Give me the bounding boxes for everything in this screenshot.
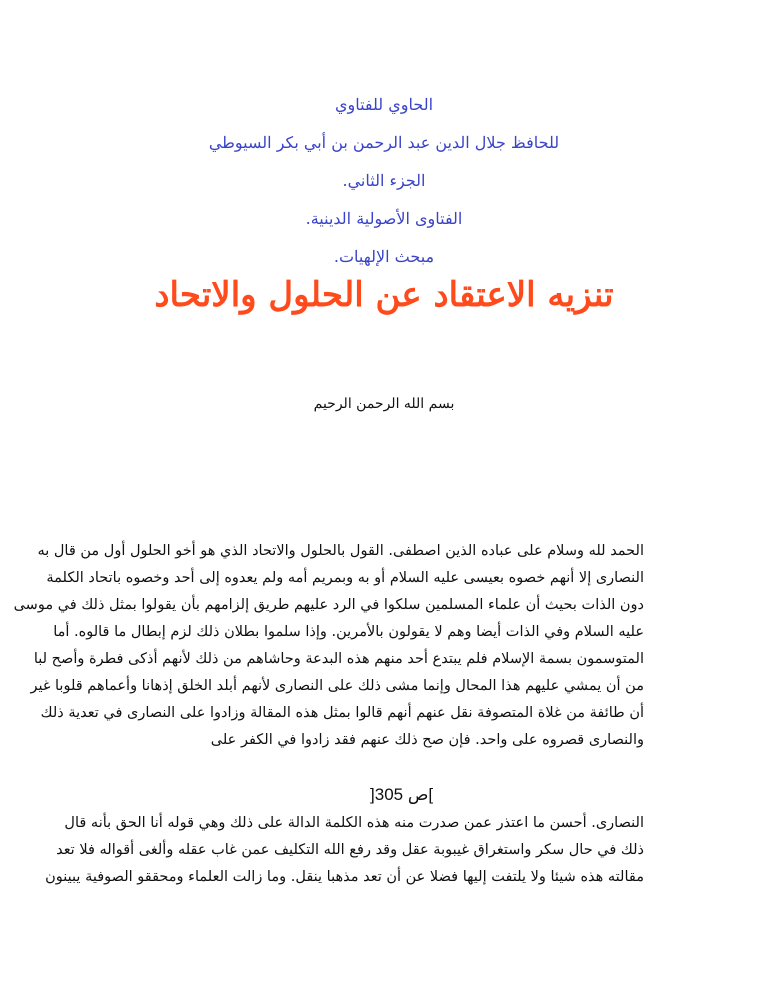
basmala: بسم الله الرحمن الرحيم — [313, 396, 455, 412]
paragraph-2 — [45, 810, 644, 891]
volume-line: الجزء الثاني. — [342, 171, 426, 190]
text-line: ذلك في حال سكر واستغراق غيبوبة عقل وقد رفع الله التكليف عمن غاب عقله وألغى أقواله فلا تعد — [56, 842, 644, 858]
chapter-line: مبحث الإلهيات. — [333, 247, 435, 266]
page-number-marker: ]ص 305[ — [370, 785, 434, 804]
text-line: الحمد لله وسلام على عباده الذين اصطفى. القول بالحلول والاتحاد الذي هو أخو الحلول أول من قال به — [37, 543, 644, 559]
text-line: النصارى. أحسن ما اعتذر عمن صدرت منه هذه الكلمة الدالة على ذلك وهي قوله أنا الحق بأنه قال — [64, 815, 644, 831]
text-line: عليه السلام وفي الذات أيضا وهم لا يقولون بالأمرين. وإذا سلموا بطلان ذلك لزم إبطال ما قالوه. أما — [53, 624, 644, 640]
paragraph-1 — [13, 538, 644, 754]
text-line: من أن يمشي عليهم هذا المحال وإنما مشى ذلك على النصارى لأنهم أبلد الخلق إذهانا وأعماهم قلوبا غير — [30, 678, 644, 694]
author-line: للحافظ جلال الدين عبد الرحمن بن أبي بكر السيوطي — [208, 133, 560, 152]
text-line: أن طائفة من غلاة المتصوفة نقل عنهم أنهم قالوا بمثل هذه المقالة وزادوا على النصارى في تعدية ذلك — [40, 705, 644, 721]
text-line: النصارى إلا أنهم خصوه بعيسى عليه السلام أو به وبمريم أمه ولم يعدوه إلى أحد وخصوه باتحاد الكلمة — [46, 570, 644, 586]
text-line: دون الذات بحيث أن علماء المسلمين سلكوا في الرد عليهم طريق إلزامهم بأن يقولوا بمثل ذلك في موسى — [13, 597, 644, 613]
text-line: المتوسمون بسمة الإسلام فلم يبتدع أحد منهم هذه البدعة وحاشاهم من ذلك لأنهم أذكى فطرة وأصح لبا — [33, 651, 644, 667]
section-line: الفتاوى الأصولية الدينية. — [305, 209, 463, 228]
header-block — [0, 92, 768, 282]
page-title: تنزيه الاعتقاد عن الحلول والاتحاد — [154, 275, 614, 315]
text-line: والنصارى قصروه على واحد. فإن صح ذلك عنهم فقد زادوا في الكفر على — [210, 732, 644, 748]
text-line: مقالته هذه شيئا ولا يلتفت إليها فضلا عن أن تعد مذهبا ينقل. وما زالت العلماء ومحققو الصوفية يبينون — [45, 869, 644, 885]
book-title: الحاوي للفتاوي — [334, 95, 434, 114]
